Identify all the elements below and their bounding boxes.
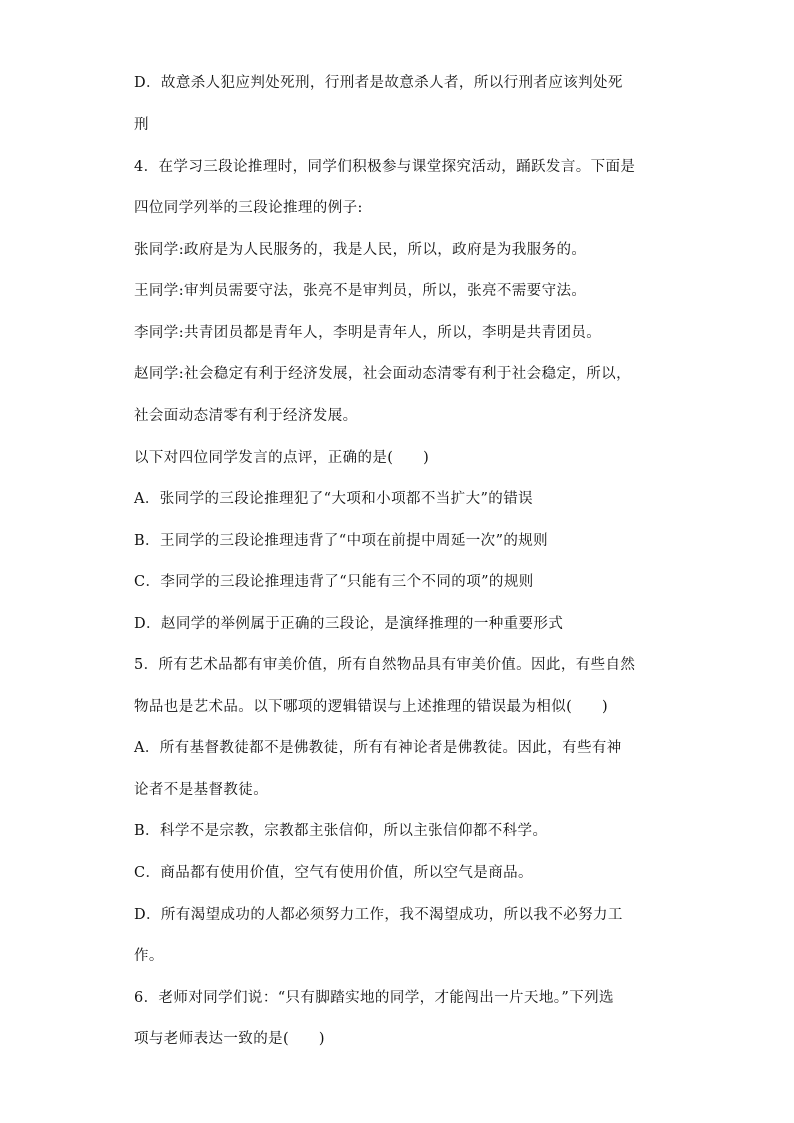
question-5-stem-line-1: 5．所有艺术品都有审美价值，所有自然物品具有审美价值。因此，有些自然 <box>134 657 636 673</box>
question-4-option-b: B．王同学的三段论推理违背了“中项在前提中周延一次”的规则 <box>134 533 549 549</box>
student-zhao-example-line-1: 赵同学:社会稳定有利于经济发展，社会面动态清零有利于社会稳定，所以， <box>134 366 631 382</box>
question-4-stem-line-1: 4．在学习三段论推理时，同学们积极参与课堂探究活动，踊跃发言。下面是 <box>134 159 636 175</box>
student-wang-example: 王同学:审判员需要守法，张亮不是审判员，所以，张亮不需要守法。 <box>134 283 587 299</box>
question-4-stem-line-2: 四位同学列举的三段论推理的例子: <box>134 200 363 216</box>
question-5-option-a-line-1: A．所有基督教徒都不是佛教徒，所有有神论者是佛教徒。因此，有些有神 <box>134 740 622 756</box>
question-4-prompt: 以下对四位同学发言的点评，正确的是( ) <box>134 450 430 466</box>
question-5-option-b: B．科学不是宗教，宗教都主张信仰，所以主张信仰都不科学。 <box>134 823 548 839</box>
student-li-example: 李同学:共青团员都是青年人，李明是青年人，所以，李明是共青团员。 <box>134 325 602 341</box>
question-5-option-a-line-2: 论者不是基督教徒。 <box>134 782 269 798</box>
question-6-stem-line-2: 项与老师表达一致的是( ) <box>134 1031 325 1047</box>
question-5-stem-line-2: 物品也是艺术品。以下哪项的逻辑错误与上述推理的错误最为相似( ) <box>134 699 609 715</box>
question-4-option-d: D．赵同学的举例属于正确的三段论，是演绎推理的一种重要形式 <box>134 616 564 632</box>
option-3-d-line-2: 刑 <box>134 117 149 133</box>
question-4-option-c: C．李同学的三段论推理违背了“只能有三个不同的项”的规则 <box>134 574 534 590</box>
option-3-d-line-1: D．故意杀人犯应判处死刑，行刑者是故意杀人者，所以行刑者应该判处死 <box>134 75 623 91</box>
question-5-option-c: C．商品都有使用价值，空气有使用价值，所以空气是商品。 <box>134 865 533 881</box>
question-4-option-a: A．张同学的三段论推理犯了“大项和小项都不当扩大”的错误 <box>134 491 533 507</box>
question-5-option-d-line-1: D．所有渴望成功的人都必须努力工作，我不渴望成功，所以我不必努力工 <box>134 907 623 923</box>
question-5-option-d-line-2: 作。 <box>134 948 164 964</box>
student-zhao-example-line-2: 社会面动态清零有利于经济发展。 <box>134 408 358 424</box>
student-zhang-example: 张同学:政府是为人民服务的，我是人民，所以，政府是为我服务的。 <box>134 242 587 258</box>
question-6-stem-line-1: 6．老师对同学们说：“只有脚踏实地的同学，才能闯出一片天地。”下列选 <box>134 990 614 1006</box>
